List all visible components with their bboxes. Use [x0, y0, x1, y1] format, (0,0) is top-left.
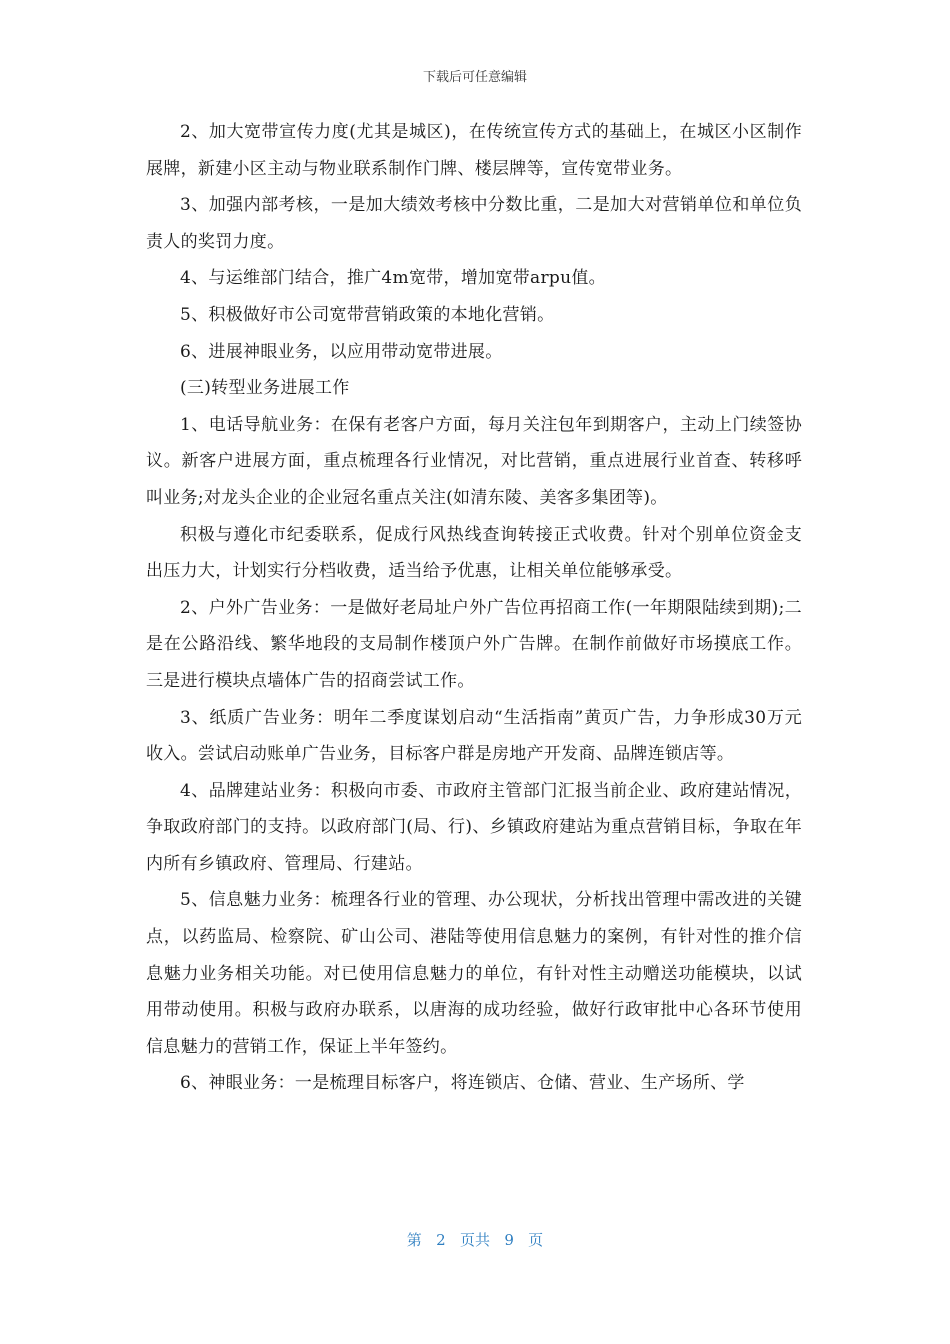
paragraph: 6、神眼业务：一是梳理目标客户，将连锁店、仓储、营业、生产场所、学	[180, 1073, 745, 1094]
paragraph: 4、品牌建站业务：积极向市委、市政府主管部门汇报当前企业、政府建站情况，争取政府部门的支持。以政府部门(局、行)、乡镇政府建站为重点营销目标，争取在年内所有乡镇政府、管理局、行建站。	[146, 780, 802, 874]
paragraph: 2、户外广告业务：一是做好老局址户外广告位再招商工作(一年期限陆续到期);二是在公路沿线、繁华地段的支局制作楼顶户外广告牌。在制作前做好市场摸底工作。三是进行模块点墙体广告的招商尝试工作。	[146, 597, 802, 691]
paragraph: 6、进展神眼业务，以应用带动宽带进展。	[180, 341, 503, 362]
paragraph: 5、积极做好市公司宽带营销政策的本地化营销。	[180, 304, 555, 325]
paragraph: 3、加强内部考核，一是加大绩效考核中分数比重，二是加大对营销单位和单位负责人的奖罚力度。	[146, 195, 802, 252]
page-footer	[0, 1229, 950, 1250]
paragraph: 2、加大宽带宣传力度(尤其是城区)，在传统宣传方式的基础上，在城区小区制作展牌，新建小区主动与物业联系制作门牌、楼层牌等，宣传宽带业务。	[146, 122, 802, 179]
footer-page-number: 2	[436, 1231, 446, 1249]
section-heading: (三)转型业务进展工作	[180, 378, 350, 399]
paragraph: 1、电话导航业务：在保有老客户方面，每月关注包年到期客户，主动上门续签协议。新客户进展方面，重点梳理各行业情况，对比营销，重点进展行业首查、转移呼叫业务;对龙头企业的企业冠名重点关注(如清东陵、美客多集团等)。	[146, 414, 802, 508]
paragraph: 3、纸质广告业务：明年二季度谋划启动“生活指南”黄页广告，力争形成30万元收入。尝试启动账单广告业务，目标客户群是房地产开发商、品牌连锁店等。	[146, 707, 802, 765]
document-body	[146, 114, 802, 1102]
page-header: 下载后可任意编辑	[422, 70, 527, 85]
footer-total-pages: 9	[504, 1231, 514, 1249]
paragraph: 4、与运维部门结合，推广4m宽带，增加宽带arpu值。	[180, 268, 606, 289]
footer-prefix: 第	[406, 1231, 422, 1249]
footer-middle: 页共	[459, 1231, 490, 1249]
footer-suffix: 页	[528, 1231, 544, 1249]
paragraph: 5、信息魅力业务：梳理各行业的管理、办公现状，分析找出管理中需改进的关键点，以药监局、检察院、矿山公司、港陆等使用信息魅力的案例，有针对性的推介信息魅力业务相关功能。对已使用信息魅力的单位，有针对性主动赠送功能模块，以试用带动使用。积极与政府办联系，以唐海的成功经验，做好行政审批中心各环节使用信息魅力的营销工作，保证上半年签约。	[146, 890, 802, 1057]
paragraph: 积极与遵化市纪委联系，促成行风热线查询转接正式收费。针对个别单位资金支出压力大，计划实行分档收费，适当给予优惠，让相关单位能够承受。	[146, 524, 802, 582]
